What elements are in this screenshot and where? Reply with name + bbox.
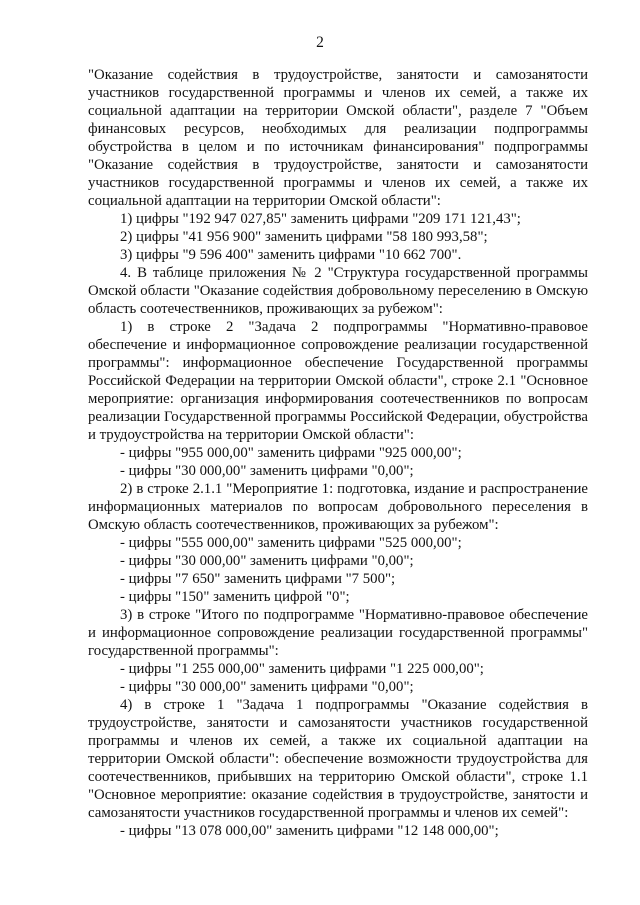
list-item: 4) в строке 1 "Задача 1 подпрограммы "Оказание содействия в трудоустройстве, занятости и самозанятости участников государственной программы и членов их семей, а также их социальной адаптации на территории Омской области": обеспечение возможности трудоустройства для соотечественников, прибывших на территорию Омской области", строке 1.1 "Основное мероприятие: оказание содействия в трудоустройстве, занятости и самозанятости участников государственной программы и членов их семей": (88, 697, 588, 821)
paragraph-intro: "Оказание содействия в трудоустройстве, занятости и самозанятости участников государственной программы и членов их семей, а также их социальной адаптации на территории Омской области", разделе 7 "Объем финансовых ресурсов, необходимых для реализации подпрограммы обустройства в целом и по источникам финансирования" подпрограммы "Оказание содействия в трудоустройстве, занятости и самозанятости участников государственной программы и членов их семей, а также их социальной адаптации на территории Омской области": (88, 67, 588, 209)
list-item: 3) в строке "Итого по подпрограмме "Нормативно-правовое обеспечение и информационное сопровождение реализации государственной программы" государственной программы": (88, 607, 588, 659)
section-paragraph: 4. В таблице приложения № 2 "Структура государственной программы Омской области "Оказание содействия добровольному переселению в Омскую область соотечественников, проживающих за рубежом": (88, 265, 588, 317)
list-item: 1) цифры "192 947 027,85" заменить цифрами "209 171 121,43"; (120, 211, 521, 227)
list-item: - цифры "30 000,00" заменить цифрами "0,00"; (120, 679, 414, 695)
list-item: 2) в строке 2.1.1 "Мероприятие 1: подготовка, издание и распространение информационных материалов по вопросам добровольного переселения в Омскую область соотечественников, проживающих за рубежом": (88, 481, 588, 533)
list-item: - цифры "150" заменить цифрой "0"; (120, 589, 350, 605)
list-item: - цифры "7 650" заменить цифрами "7 500"; (120, 571, 396, 587)
list-item: 3) цифры "9 596 400" заменить цифрами "10 662 700". (120, 247, 462, 263)
list-item: - цифры "30 000,00" заменить цифрами "0,00"; (120, 463, 414, 479)
list-item: 2) цифры "41 956 900" заменить цифрами "58 180 993,58"; (120, 229, 488, 245)
document-body (88, 66, 588, 840)
list-item: - цифры "555 000,00" заменить цифрами "525 000,00"; (120, 535, 462, 551)
list-item: 1) в строке 2 "Задача 2 подпрограммы "Нормативно-правовое обеспечение и информационное сопровождение реализации государственной программы": информационное обеспечение Государственной программы Российской Федерации на территории Омской области", строке 2.1 "Основное мероприятие: организация информирования соотечественников по вопросам реализации Государственной программы Российской Федерации, обустройства и трудоустройства на территории Омской области": (88, 319, 588, 443)
page-number: 2 (316, 34, 324, 51)
list-item: - цифры "13 078 000,00" заменить цифрами "12 148 000,00"; (120, 823, 499, 839)
list-item: - цифры "955 000,00" заменить цифрами "925 000,00"; (120, 445, 462, 461)
list-item: - цифры "30 000,00" заменить цифрами "0,00"; (120, 553, 414, 569)
list-item: - цифры "1 255 000,00" заменить цифрами "1 225 000,00"; (120, 661, 484, 677)
